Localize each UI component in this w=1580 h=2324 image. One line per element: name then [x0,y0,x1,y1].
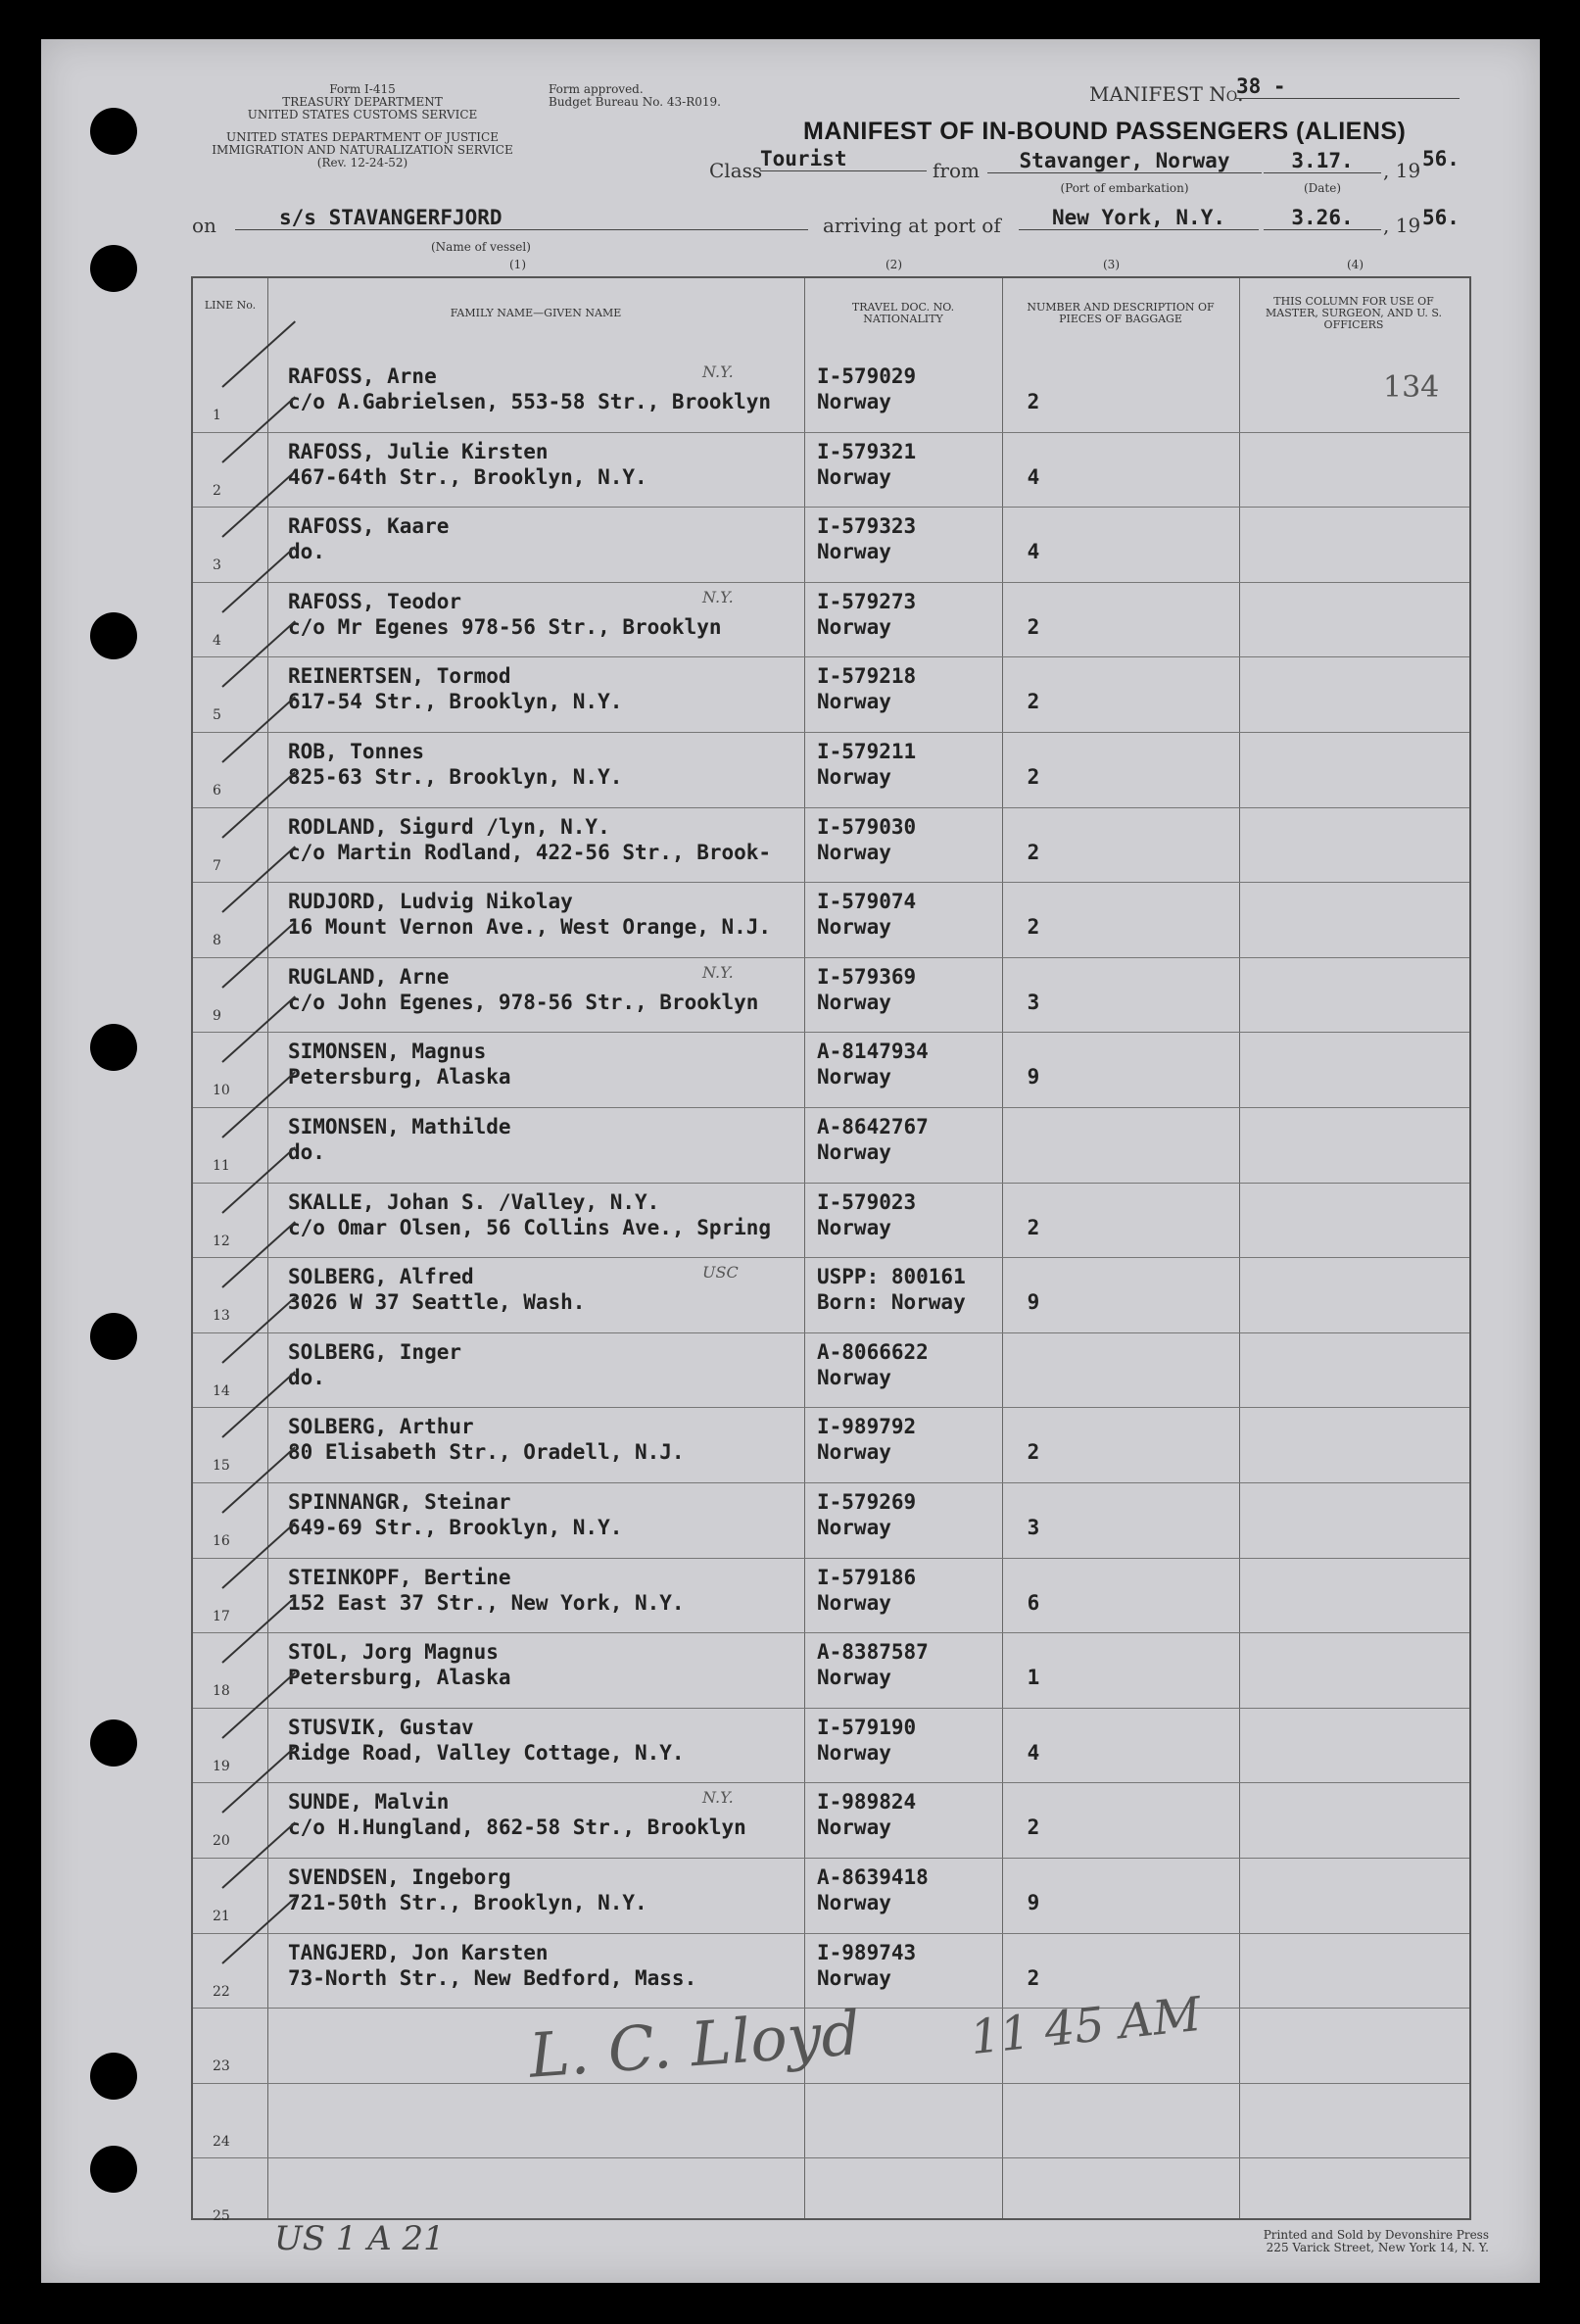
table-row [193,1407,1469,1483]
binder-hole [90,108,137,155]
line-number: 10 [213,1083,230,1099]
passenger-address: 825-63 Str., Brooklyn, N.Y. [288,765,623,789]
printer-line: 225 Varick Street, New York 14, N. Y. [1266,2241,1489,2254]
baggage-count: 2 [1027,840,1040,864]
passenger-address: c/o Martin Rodland, 422-56 Str., Brook- [288,840,772,864]
table-row [193,1183,1469,1259]
passenger-address: c/o A.Gabrielsen, 553-58 Str., Brooklyn [288,390,772,413]
handwritten-note: N.Y. [702,363,734,381]
port-of-arrival: New York, N.Y. [1019,206,1259,230]
passenger-name: STUSVIK, Gustav [288,1715,474,1739]
passenger-address: 467-64th Str., Brooklyn, N.Y. [288,464,647,489]
line-number: 1 [213,408,221,423]
passenger-name: RAFOSS, Kaare [288,514,450,539]
table-row [193,1933,1469,2009]
nationality: Norway [817,1215,891,1239]
travel-doc-number: I-989743 [817,1940,917,1964]
arrival-year: 56. [1422,206,1460,229]
baggage-count: 2 [1027,614,1040,639]
checkmark-icon [221,320,296,387]
table-row [193,1257,1469,1333]
line-number: 23 [213,2058,230,2075]
passenger-address: 80 Elisabeth Str., Oradell, N.J. [288,1440,685,1465]
travel-doc-number: I-579323 [817,514,917,539]
date-caption: (Date) [1303,181,1342,195]
passenger-name: SIMONSEN, Magnus [288,1040,487,1064]
baggage-count: 9 [1027,1290,1040,1315]
line-number: 14 [213,1382,230,1399]
line-number: 19 [213,1758,230,1774]
line-number: 17 [213,1608,230,1624]
table-row [193,957,1469,1034]
travel-doc-number: I-989824 [817,1790,917,1815]
from-label: from [933,159,980,182]
handwritten-note: USC [702,1263,739,1283]
nationality: Norway [817,840,891,864]
class-label: Class [709,159,763,182]
travel-doc-number: A-8642767 [817,1115,929,1138]
passenger-address: 73-North Str., New Bedford, Mass. [288,1965,697,1990]
travel-doc-number: I-579273 [817,589,917,613]
baggage-count: 2 [1027,1215,1040,1239]
baggage-count: 4 [1027,1740,1040,1765]
line-number: 7 [213,857,221,874]
table-row [193,1482,1469,1559]
line-number: 20 [213,1833,230,1850]
table-row [193,1708,1469,1784]
line-number: 22 [213,1983,230,2000]
table-row [193,357,1469,433]
baggage-count: 2 [1027,1440,1040,1465]
nationality: Norway [817,1065,891,1089]
table-row [193,656,1469,733]
table-row [193,1107,1469,1184]
passenger-address: do. [288,540,325,564]
line-number: 2 [213,482,221,499]
officer-mark: 134 [1383,370,1440,405]
officer-signature: L. C. Lloyd [526,1997,863,2092]
passenger-name: REINERTSEN, Tormod [288,664,511,689]
nationality: Norway [817,690,891,714]
passenger-address: 16 Mount Vernon Ave., West Orange, N.J. [288,915,772,940]
passenger-address: c/o H.Hungland, 862-58 Str., Brooklyn [288,1816,746,1840]
table-row [193,1632,1469,1709]
travel-doc-number: I-579190 [817,1715,917,1739]
embarkation-year: 56. [1422,147,1460,170]
travel-doc-number: A-8147934 [817,1040,929,1064]
baggage-count: 1 [1027,1666,1040,1690]
passenger-name: STEINKOPF, Bertine [288,1565,511,1589]
manifest-number-label: MANIFEST No. [1089,82,1244,106]
on-label: on [192,214,216,237]
passenger-address: c/o Omar Olsen, 56 Collins Ave., Spring [288,1215,772,1239]
table-row [193,1782,1469,1859]
port-of-embarkation: Stavanger, Norway [987,149,1262,173]
nationality: Norway [817,1516,891,1539]
line-number: 8 [213,933,221,949]
travel-doc-number: USPP: 800161 [817,1265,966,1289]
form-number: Form I-415 [329,82,396,96]
baggage-count: 2 [1027,690,1040,714]
passenger-name: SUNDE, Malvin [288,1790,450,1815]
vessel-caption: (Name of vessel) [431,240,531,254]
travel-doc-number: I-579218 [817,664,917,689]
manifest-title: MANIFEST OF IN-BOUND PASSENGERS (ALIENS) [803,118,1407,145]
passenger-name: RAFOSS, Teodor [288,589,462,613]
passenger-address: 649-69 Str., Brooklyn, N.Y. [288,1516,623,1539]
baggage-count: 3 [1027,990,1040,1014]
port-embarkation-caption: (Port of embarkation) [1060,181,1189,195]
binder-hole [90,612,137,659]
travel-doc-number: I-579029 [817,364,917,388]
line-number: 5 [213,707,221,724]
baggage-count: 2 [1027,1965,1040,1990]
approval-line: Budget Bureau No. 43-R019. [549,95,721,109]
passenger-name: SIMONSEN, Mathilde [288,1115,511,1138]
line-number: 15 [213,1458,230,1475]
baggage-count: 6 [1027,1590,1040,1615]
passenger-address: c/o Mr Egenes 978-56 Str., Brooklyn [288,614,722,639]
nationality: Norway [817,1666,891,1690]
nationality: Norway [817,1590,891,1615]
passenger-address: c/o John Egenes, 978-56 Str., Brooklyn [288,990,759,1014]
baggage-count: 2 [1027,390,1040,413]
passenger-address: Petersburg, Alaska [288,1666,511,1690]
table-row [193,1032,1469,1108]
travel-doc-number: I-579186 [817,1565,917,1589]
margin-note: US 1 A 21 [274,2219,445,2258]
form-agency-block [186,83,539,169]
header-line-no: LINE No. [204,299,257,312]
arriving-label: arriving at port of [823,214,1001,237]
nationality: Norway [817,540,891,564]
line-number: 16 [213,1533,230,1549]
agency-line: IMMIGRATION AND NATURALIZATION SERVICE [212,143,513,157]
baggage-count: 9 [1027,1065,1040,1089]
nationality: Born: Norway [817,1290,966,1315]
baggage-count: 3 [1027,1516,1040,1539]
vessel-name: s/s STAVANGERFJORD [235,206,808,230]
year-prefix: , 19 [1383,159,1421,182]
nationality: Norway [817,1140,891,1164]
nationality: Norway [817,990,891,1014]
handwritten-note: N.Y. [702,587,734,606]
table-row [193,1858,1469,1934]
agency-line: UNITED STATES DEPARTMENT OF JUSTICE [226,130,499,144]
passenger-name: SVENDSEN, Ingeborg [288,1865,511,1889]
line-number: 25 [213,2208,230,2225]
line-number: 9 [213,1007,221,1024]
binder-hole [90,1024,137,1071]
travel-doc-number: I-579030 [817,814,917,839]
arrival-date: 3.26. [1264,206,1381,230]
approval-line: Form approved. [549,82,644,96]
line-number: 6 [213,783,221,799]
binder-hole [90,1313,137,1360]
travel-doc-number: I-579211 [817,740,917,763]
column-number: (1) [509,258,526,271]
header-baggage: NUMBER AND DESCRIPTION OF PIECES OF BAGGAGE [1027,301,1215,325]
passenger-address: Ridge Road, Valley Cottage, N.Y. [288,1740,685,1765]
line-number: 18 [213,1683,230,1700]
printer-line: Printed and Sold by Devonshire Press [1263,2228,1489,2242]
passenger-address: 721-50th Str., Brooklyn, N.Y. [288,1891,647,1914]
agency-line: TREASURY DEPARTMENT [282,95,443,109]
table-row [193,1332,1469,1409]
passenger-name: SKALLE, Johan S. /Valley, N.Y. [288,1189,660,1214]
passenger-name: SOLBERG, Inger [288,1339,462,1364]
line-number: 24 [213,2133,230,2150]
passenger-name: SOLBERG, Alfred [288,1265,474,1289]
nationality: Norway [817,1965,891,1990]
travel-doc-number: I-579321 [817,439,917,463]
header-travel-doc: TRAVEL DOC. NO. NATIONALITY [851,301,955,325]
nationality: Norway [817,1740,891,1765]
arrival-time-note: 11 45 AM [967,1986,1204,2066]
nationality: Norway [817,765,891,789]
binder-hole [90,245,137,292]
passenger-address: 3026 W 37 Seattle, Wash. [288,1290,586,1315]
line-number: 21 [213,1909,230,1924]
column-number: (3) [1103,258,1120,271]
baggage-count: 4 [1027,540,1040,564]
table-row [193,432,1469,508]
table-row [193,732,1469,808]
passenger-address: do. [288,1140,325,1164]
travel-doc-number: I-579023 [817,1189,917,1214]
table-row [193,1558,1469,1634]
handwritten-note: N.Y. [702,962,734,982]
passenger-name: SOLBERG, Arthur [288,1415,474,1439]
baggage-count: 4 [1027,464,1040,489]
nationality: Norway [817,390,891,413]
passenger-name: STOL, Jorg Magnus [288,1640,499,1665]
header-family-name: FAMILY NAME—GIVEN NAME [450,307,622,319]
printer-imprint [1097,2229,1489,2254]
nationality: Norway [817,1891,891,1914]
binder-hole [90,2146,137,2193]
travel-doc-number: A-8066622 [817,1339,929,1364]
line-number: 13 [213,1308,230,1325]
travel-doc-number: A-8387587 [817,1640,929,1665]
line-number: 3 [213,557,221,574]
passenger-name: RUDJORD, Ludvig Nikolay [288,890,573,914]
binder-hole [90,1719,137,1767]
column-number: (4) [1347,258,1364,271]
class-value: Tourist [760,147,927,171]
embarkation-date: 3.17. [1264,149,1381,173]
travel-doc-number: I-989792 [817,1415,917,1439]
header-officer-use: THIS COLUMN FOR USE OF MASTER, SURGEON, AND U. S. OFFICERS [1265,295,1442,331]
line-number: 12 [213,1233,230,1249]
passenger-name: RAFOSS, Julie Kirsten [288,439,549,463]
nationality: Norway [817,464,891,489]
binder-hole [90,2053,137,2100]
column-number: (2) [886,258,902,271]
passenger-name: TANGJERD, Jon Karsten [288,1940,549,1964]
year-prefix: , 19 [1383,214,1421,237]
passenger-name: RODLAND, Sigurd /lyn, N.Y. [288,814,610,839]
table-row [193,882,1469,958]
line-number: 4 [213,632,221,649]
passenger-name: SPINNANGR, Steinar [288,1490,511,1514]
passenger-name: RUGLAND, Arne [288,964,450,989]
passenger-address: Petersburg, Alaska [288,1065,511,1089]
table-row [193,507,1469,583]
passenger-address: do. [288,1365,325,1389]
passenger-address: 617-54 Str., Brooklyn, N.Y. [288,690,623,714]
table-row [193,582,1469,658]
travel-doc-number: I-579369 [817,964,917,989]
passenger-name: ROB, Tonnes [288,740,425,763]
travel-doc-number: I-579269 [817,1490,917,1514]
baggage-count: 2 [1027,1816,1040,1840]
agency-line: UNITED STATES CUSTOMS SERVICE [247,108,478,121]
table-row [193,2083,1469,2159]
nationality: Norway [817,1365,891,1389]
nationality: Norway [817,915,891,940]
handwritten-note: N.Y. [702,1788,734,1808]
travel-doc-number: I-579074 [817,890,917,914]
travel-doc-number: A-8639418 [817,1865,929,1889]
passenger-name: RAFOSS, Arne [288,364,437,388]
table-row [193,807,1469,884]
manifest-number: 38 - [1236,74,1460,99]
form-approval [549,83,721,109]
line-number: 11 [213,1158,230,1174]
baggage-count: 9 [1027,1891,1040,1914]
nationality: Norway [817,614,891,639]
nationality: Norway [817,1816,891,1840]
revision-date: (Rev. 12-24-52) [316,156,408,169]
baggage-count: 2 [1027,765,1040,789]
passenger-table [191,276,1471,2225]
passenger-address: 152 East 37 Str., New York, N.Y. [288,1590,685,1615]
baggage-count: 2 [1027,915,1040,940]
nationality: Norway [817,1440,891,1465]
